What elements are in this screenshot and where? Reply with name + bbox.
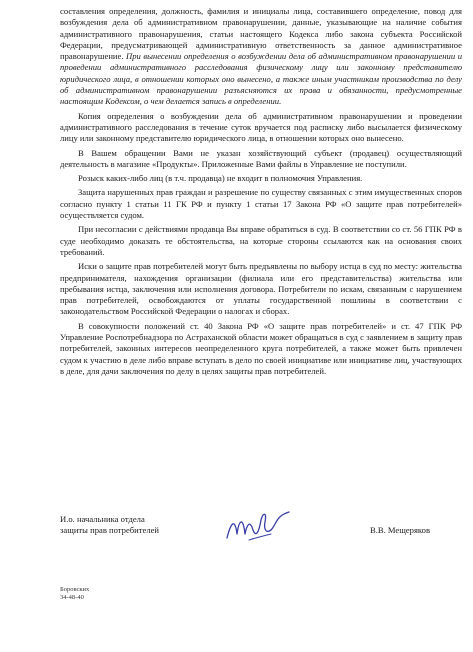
signature-block (60, 514, 462, 537)
handwritten-signature (223, 508, 293, 548)
executor-phone: 34-48-40 (60, 594, 84, 601)
paragraph-7: Иски о защите прав потребителей могут быть предъявлены по выбору истца в суд по месту: жительства предпринимателя, нахождения организации (филиала или его представительства) жительства или пребывания истца, заключения или исполнения договора. Потребители по искам, связанным с нарушением прав потребителей, освобождаются от уплаты государственной пошлины в соответствии с законодательством Российской Федерации о налогах и сборах. (60, 261, 462, 317)
paragraph-3: В Вашем обращении Вами не указан хозяйствующий субъект (продавец) осуществляющий деятельность в магазине «Продукты». Приложенные Вами файлы в Управление не поступили. (60, 147, 462, 169)
executor-name: Боровских (60, 586, 90, 593)
paragraph-1 (60, 6, 462, 108)
paragraph-1-italic: При вынесении определения о возбуждении дела об административном правонарушении и проведении административного расследования физическому лицу или законному представителю юридического лица, в отношении которых оно вынесено, а также иным участникам производства по делу об административном правонарушении разъясняются их права и обязанности, предусмотренные настоящим Кодексом, о чем делается запись в определении. (60, 51, 462, 107)
signer-position-line1: И.о. начальника отдела (60, 514, 145, 524)
letter-body (60, 6, 462, 377)
signer-position-line2: защиты прав потребителей (60, 525, 160, 536)
paragraph-4: Розыск каких-либо лиц (в т.ч. продавца) не входит в полномочия Управления. (78, 173, 363, 184)
paragraph-6: При несогласии с действиями продавца Вы вправе обратиться в суд. В соответствии со ст. 56 ГПК РФ в суде необходимо доказать те обстоятельства, на которые стороны ссылаются как на основания своих требований. (60, 224, 462, 257)
executor-block (60, 586, 89, 602)
signer-name: В.В. Мещеряков (370, 525, 431, 535)
paragraph-5: Защита нарушенных прав граждан и разрешение по существу связанных с этим имущественных споров согласно пункту 1 статьи 11 ГК РФ и пункту 1 статьи 17 Закона РФ «О защите прав потребителей» осуществляется судом. (60, 187, 462, 221)
paragraph-2: Копия определения о возбуждении дела об административном правонарушении и проведении административного расследования в течение суток вручается под расписку либо высылается физическому лицу или законному представителю юридического лица, в отношении которых оно вынесено. (60, 110, 462, 144)
paragraph-8: В совокупности положений ст. 40 Закона РФ «О защите прав потребителей» и ст. 47 ГПК РФ Управление Роспотребнадзора по Астраханской области может обращаться в суд с заявлением в защиту прав потребителей, законных интересов неопределенного круга потребителей, а также может быть привлечен судом к участию в деле либо вправе вступать в дело по своей инициативе или инициативе лиц, участвующих в деле, для дачи заключения по делу в целях защиты прав потребителей. (60, 320, 462, 376)
paragraph-1-plain: составления определения, должность, фамилия и инициалы лица, составившего определение, повод для возбуждения дела об административном правонарушении, данные, указывающие на наличие события административного правонарушения, статьи настоящего Кодекса либо закона субъекта Российской Федерации, предусматривающей административную ответственность за данное административное правонарушение. (60, 6, 462, 62)
